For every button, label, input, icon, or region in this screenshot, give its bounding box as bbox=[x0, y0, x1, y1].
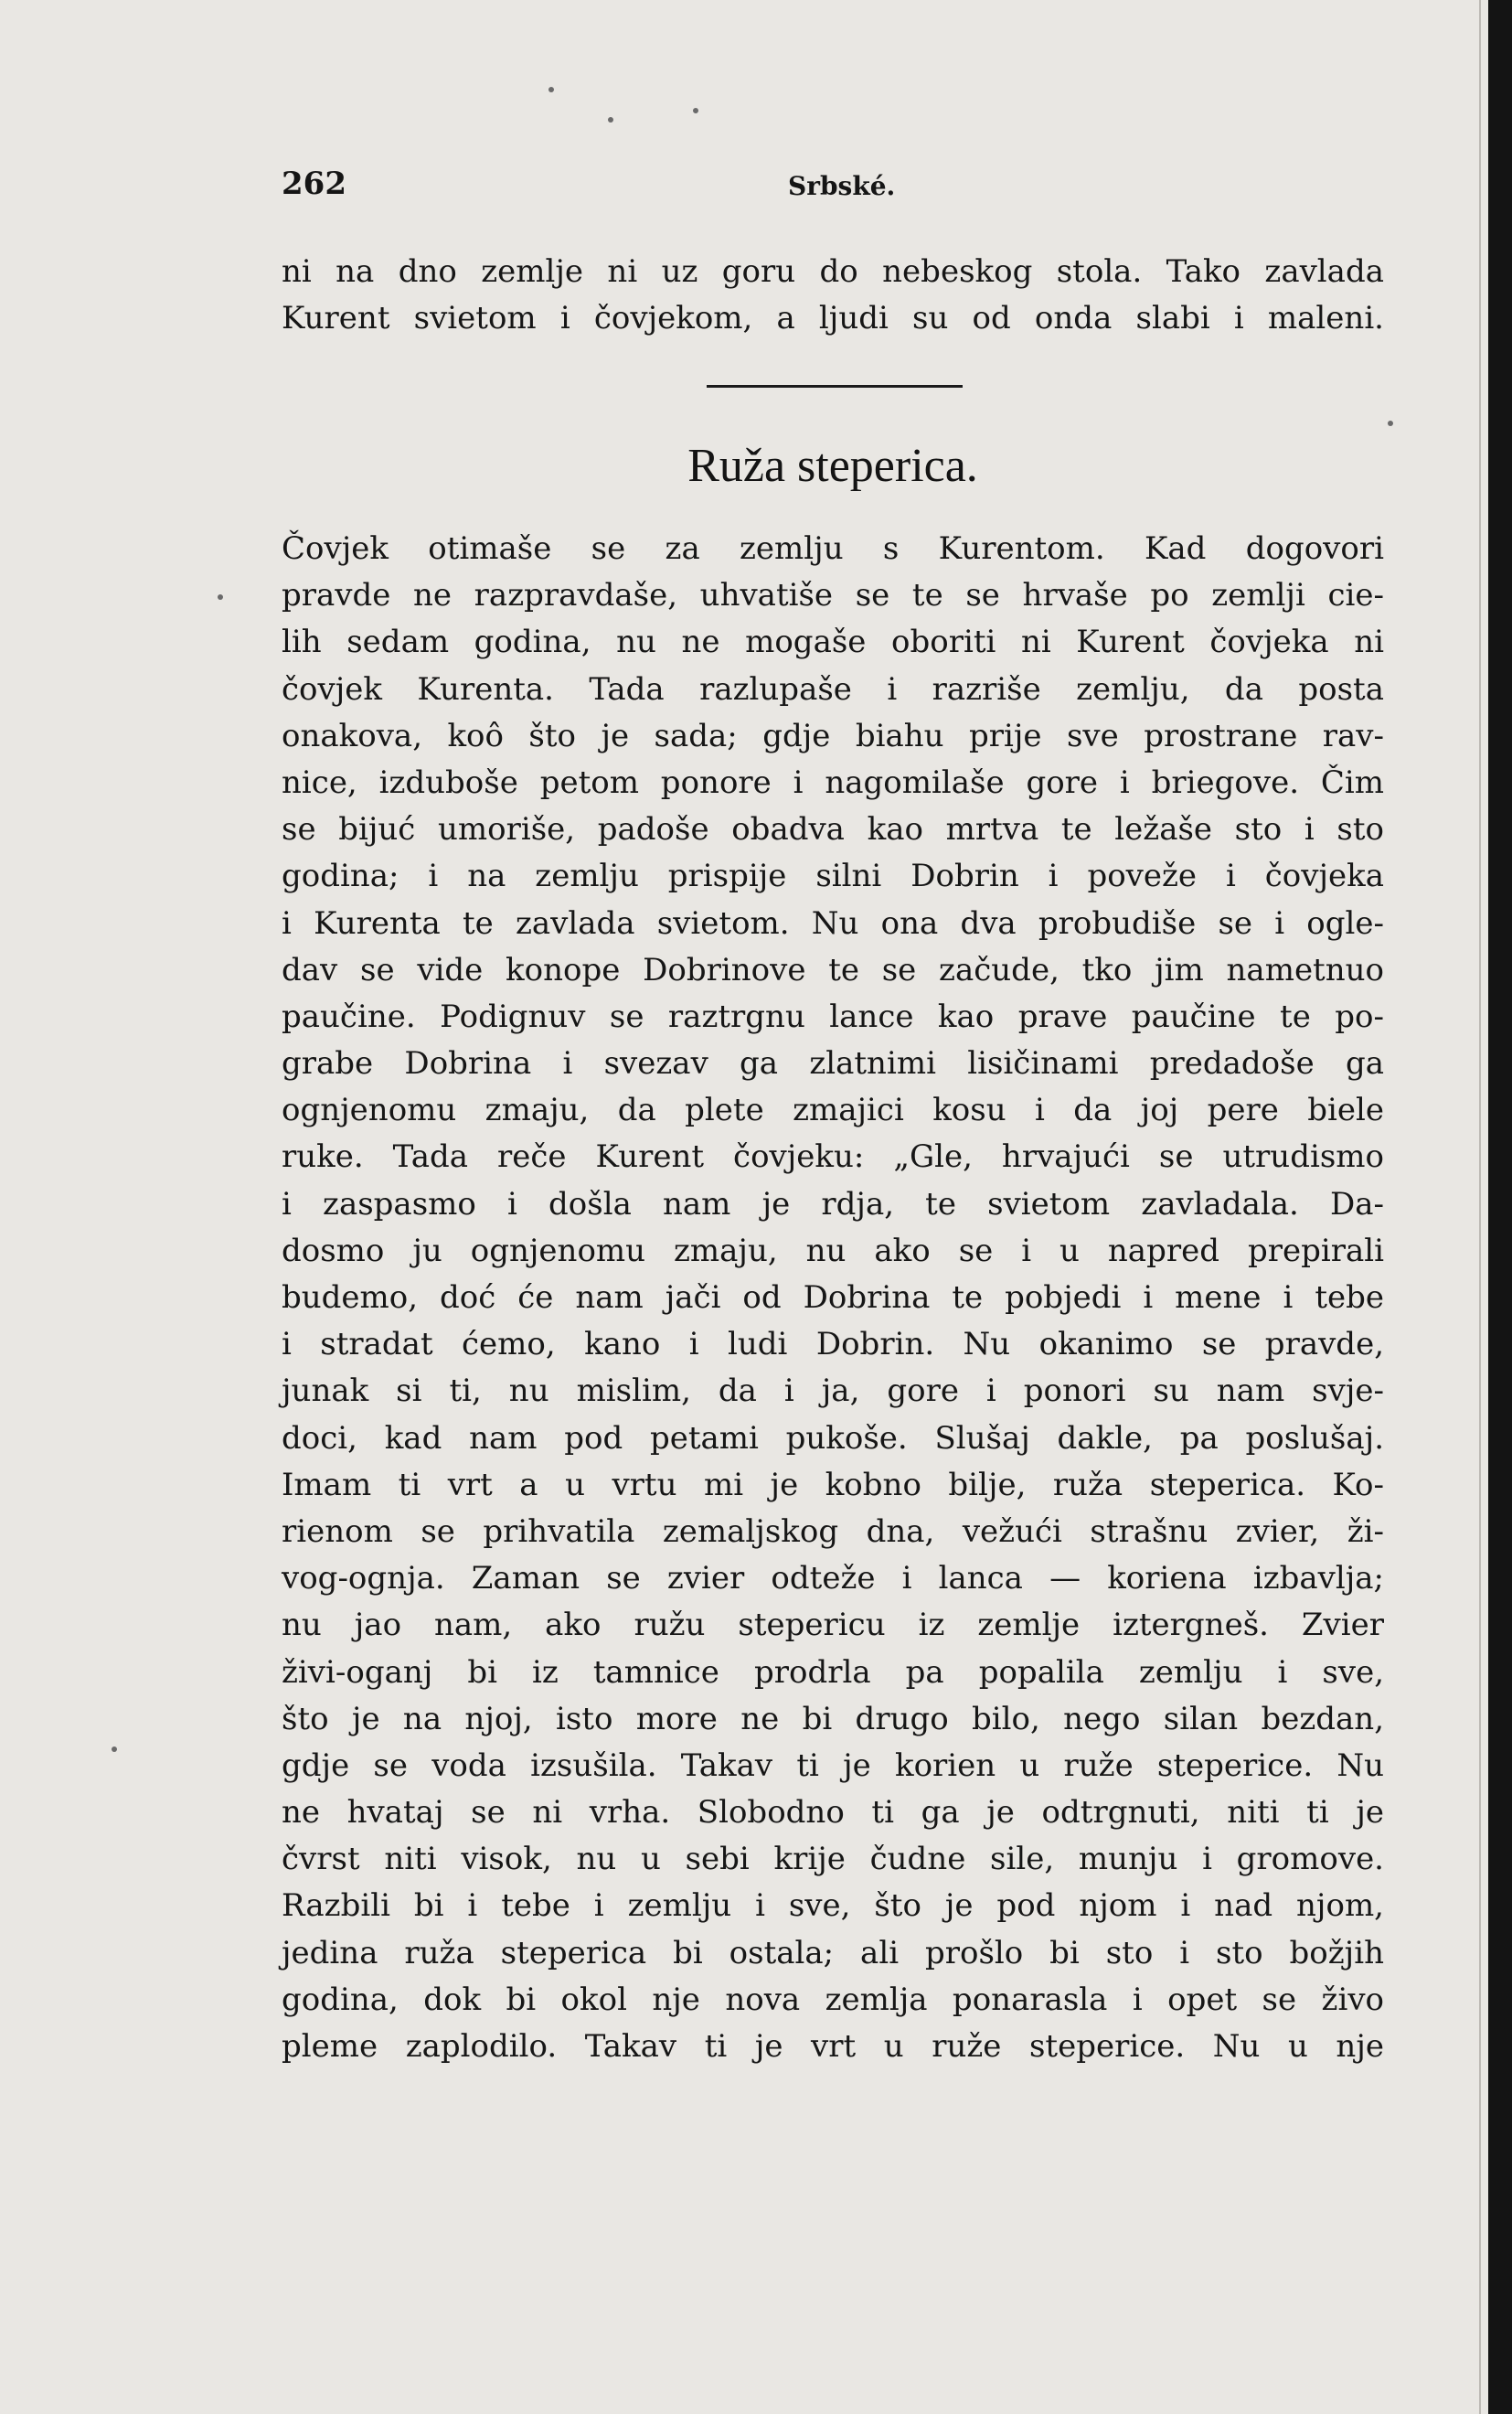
page-header bbox=[282, 160, 1384, 215]
running-title: Srbské. bbox=[788, 171, 896, 201]
text-line: i stradat ćemo, kano i ludi Dobrin. Nu okanimo se pravde, bbox=[282, 1326, 1384, 1363]
scan-speck bbox=[548, 87, 554, 92]
text-line: godina, dok bi okol nje nova zemlja ponarasla i opet se živo bbox=[282, 1981, 1384, 2018]
scan-border bbox=[1488, 0, 1512, 2414]
text-line: živi-oganj bi iz tamnice prodrla pa popalila zemlju i sve, bbox=[282, 1653, 1384, 1691]
text-line: Kurent svietom i čovjekom, a ljudi su od onda slabi i maleni. bbox=[282, 300, 1384, 337]
section-divider bbox=[707, 385, 963, 388]
text-line: Razbili bi i tebe i zemlju i sve, što je pod njom i nad njom, bbox=[282, 1887, 1384, 1925]
text-line: nice, izduboše petom ponore i nagomilaše gore i briegove. Čim bbox=[282, 764, 1384, 801]
text-line: ni na dno zemlje ni uz goru do nebeskog stola. Tako zavlada bbox=[282, 253, 1384, 290]
scan-speck bbox=[112, 1746, 117, 1752]
text-line: i zaspasmo i došla nam je rdja, te svietom zavladala. Da- bbox=[282, 1185, 1384, 1223]
text-line: čovjek Kurenta. Tada razlupaše i razriše zemlju, da posta bbox=[282, 670, 1384, 708]
text-line: ne hvataj se ni vrha. Slobodno ti ga je odtrgnuti, niti ti je bbox=[282, 1794, 1384, 1832]
scan-speck bbox=[608, 117, 613, 123]
text-line: se bijuć umoriše, padoše obadva kao mrtva te ležaše sto i sto bbox=[282, 811, 1384, 849]
text-line: Imam ti vrt a u vrtu mi je kobno bilje, ruža steperica. Ko- bbox=[282, 1466, 1384, 1503]
text-line: rienom se prihvatila zemaljskog dna, vežući strašnu zvier, ži- bbox=[282, 1512, 1384, 1550]
text-line: ognjenomu zmaju, da plete zmajici kosu i da joj pere biele bbox=[282, 1092, 1384, 1129]
text-line: i Kurenta te zavlada svietom. Nu ona dva probudiše se i ogle- bbox=[282, 904, 1384, 942]
page-number: 262 bbox=[282, 166, 346, 202]
intro-paragraph bbox=[282, 249, 1384, 342]
page-border-line bbox=[1479, 0, 1481, 2414]
text-line: paučine. Podignuv se raztrgnu lance kao prave paučine te po- bbox=[282, 998, 1384, 1035]
text-line: dosmo ju ognjenomu zmaju, nu ako se i u napred prepirali bbox=[282, 1232, 1384, 1269]
text-line: lih sedam godina, nu ne mogaše oboriti ni Kurent čovjeka ni bbox=[282, 624, 1384, 661]
scan-speck bbox=[1388, 421, 1393, 426]
text-line: pravde ne razpravdaše, uhvatiše se te se hrvaše po zemlji cie- bbox=[282, 577, 1384, 614]
text-line: što je na njoj, isto more ne bi drugo bilo, nego silan bezdan, bbox=[282, 1700, 1384, 1737]
text-line: ruke. Tada reče Kurent čovjeku: „Gle, hrvajući se utrudismo bbox=[282, 1138, 1384, 1176]
text-line: nu jao nam, ako ružu stepericu iz zemlje iztergneš. Zvier bbox=[282, 1607, 1384, 1644]
text-line: čvrst niti visok, nu u sebi krije čudne sile, munju i gromove. bbox=[282, 1841, 1384, 1878]
scan-speck bbox=[218, 594, 223, 600]
story-title: Ruža steperica. bbox=[687, 440, 978, 492]
text-line: dav se vide konope Dobrinove te se začude, tko jim nametnuo bbox=[282, 951, 1384, 988]
text-line: onakova, koô što je sada; gdje biahu prije sve prostrane rav- bbox=[282, 717, 1384, 754]
story-body bbox=[282, 526, 1384, 2070]
text-line: gdje se voda izsušila. Takav ti je korien u ruže steperice. Nu bbox=[282, 1746, 1384, 1784]
scan-speck bbox=[693, 108, 698, 113]
text-line: jedina ruža steperica bi ostala; ali prošlo bi sto i sto božjih bbox=[282, 1934, 1384, 1971]
text-line: doci, kad nam pod petami pukoše. Slušaj dakle, pa poslušaj. bbox=[282, 1419, 1384, 1457]
text-line: grabe Dobrina i svezav ga zlatnimi lisičinami predadoše ga bbox=[282, 1045, 1384, 1083]
text-line: pleme zaplodilo. Takav ti je vrt u ruže steperice. Nu u nje bbox=[282, 2028, 1384, 2065]
text-line: vog-ognja. Zaman se zvier odteže i lanca — koriena izbavlja; bbox=[282, 1560, 1384, 1597]
text-line: junak si ti, nu mislim, da i ja, gore i ponori su nam svje- bbox=[282, 1373, 1384, 1410]
text-line: budemo, doć će nam jači od Dobrina te pobjedi i mene i tebe bbox=[282, 1279, 1384, 1316]
text-line: godina; i na zemlju prispije silni Dobrin i poveže i čovjeka bbox=[282, 858, 1384, 895]
text-line: Čovjek otimaše se za zemlju s Kurentom. Kad dogovori bbox=[282, 530, 1384, 567]
